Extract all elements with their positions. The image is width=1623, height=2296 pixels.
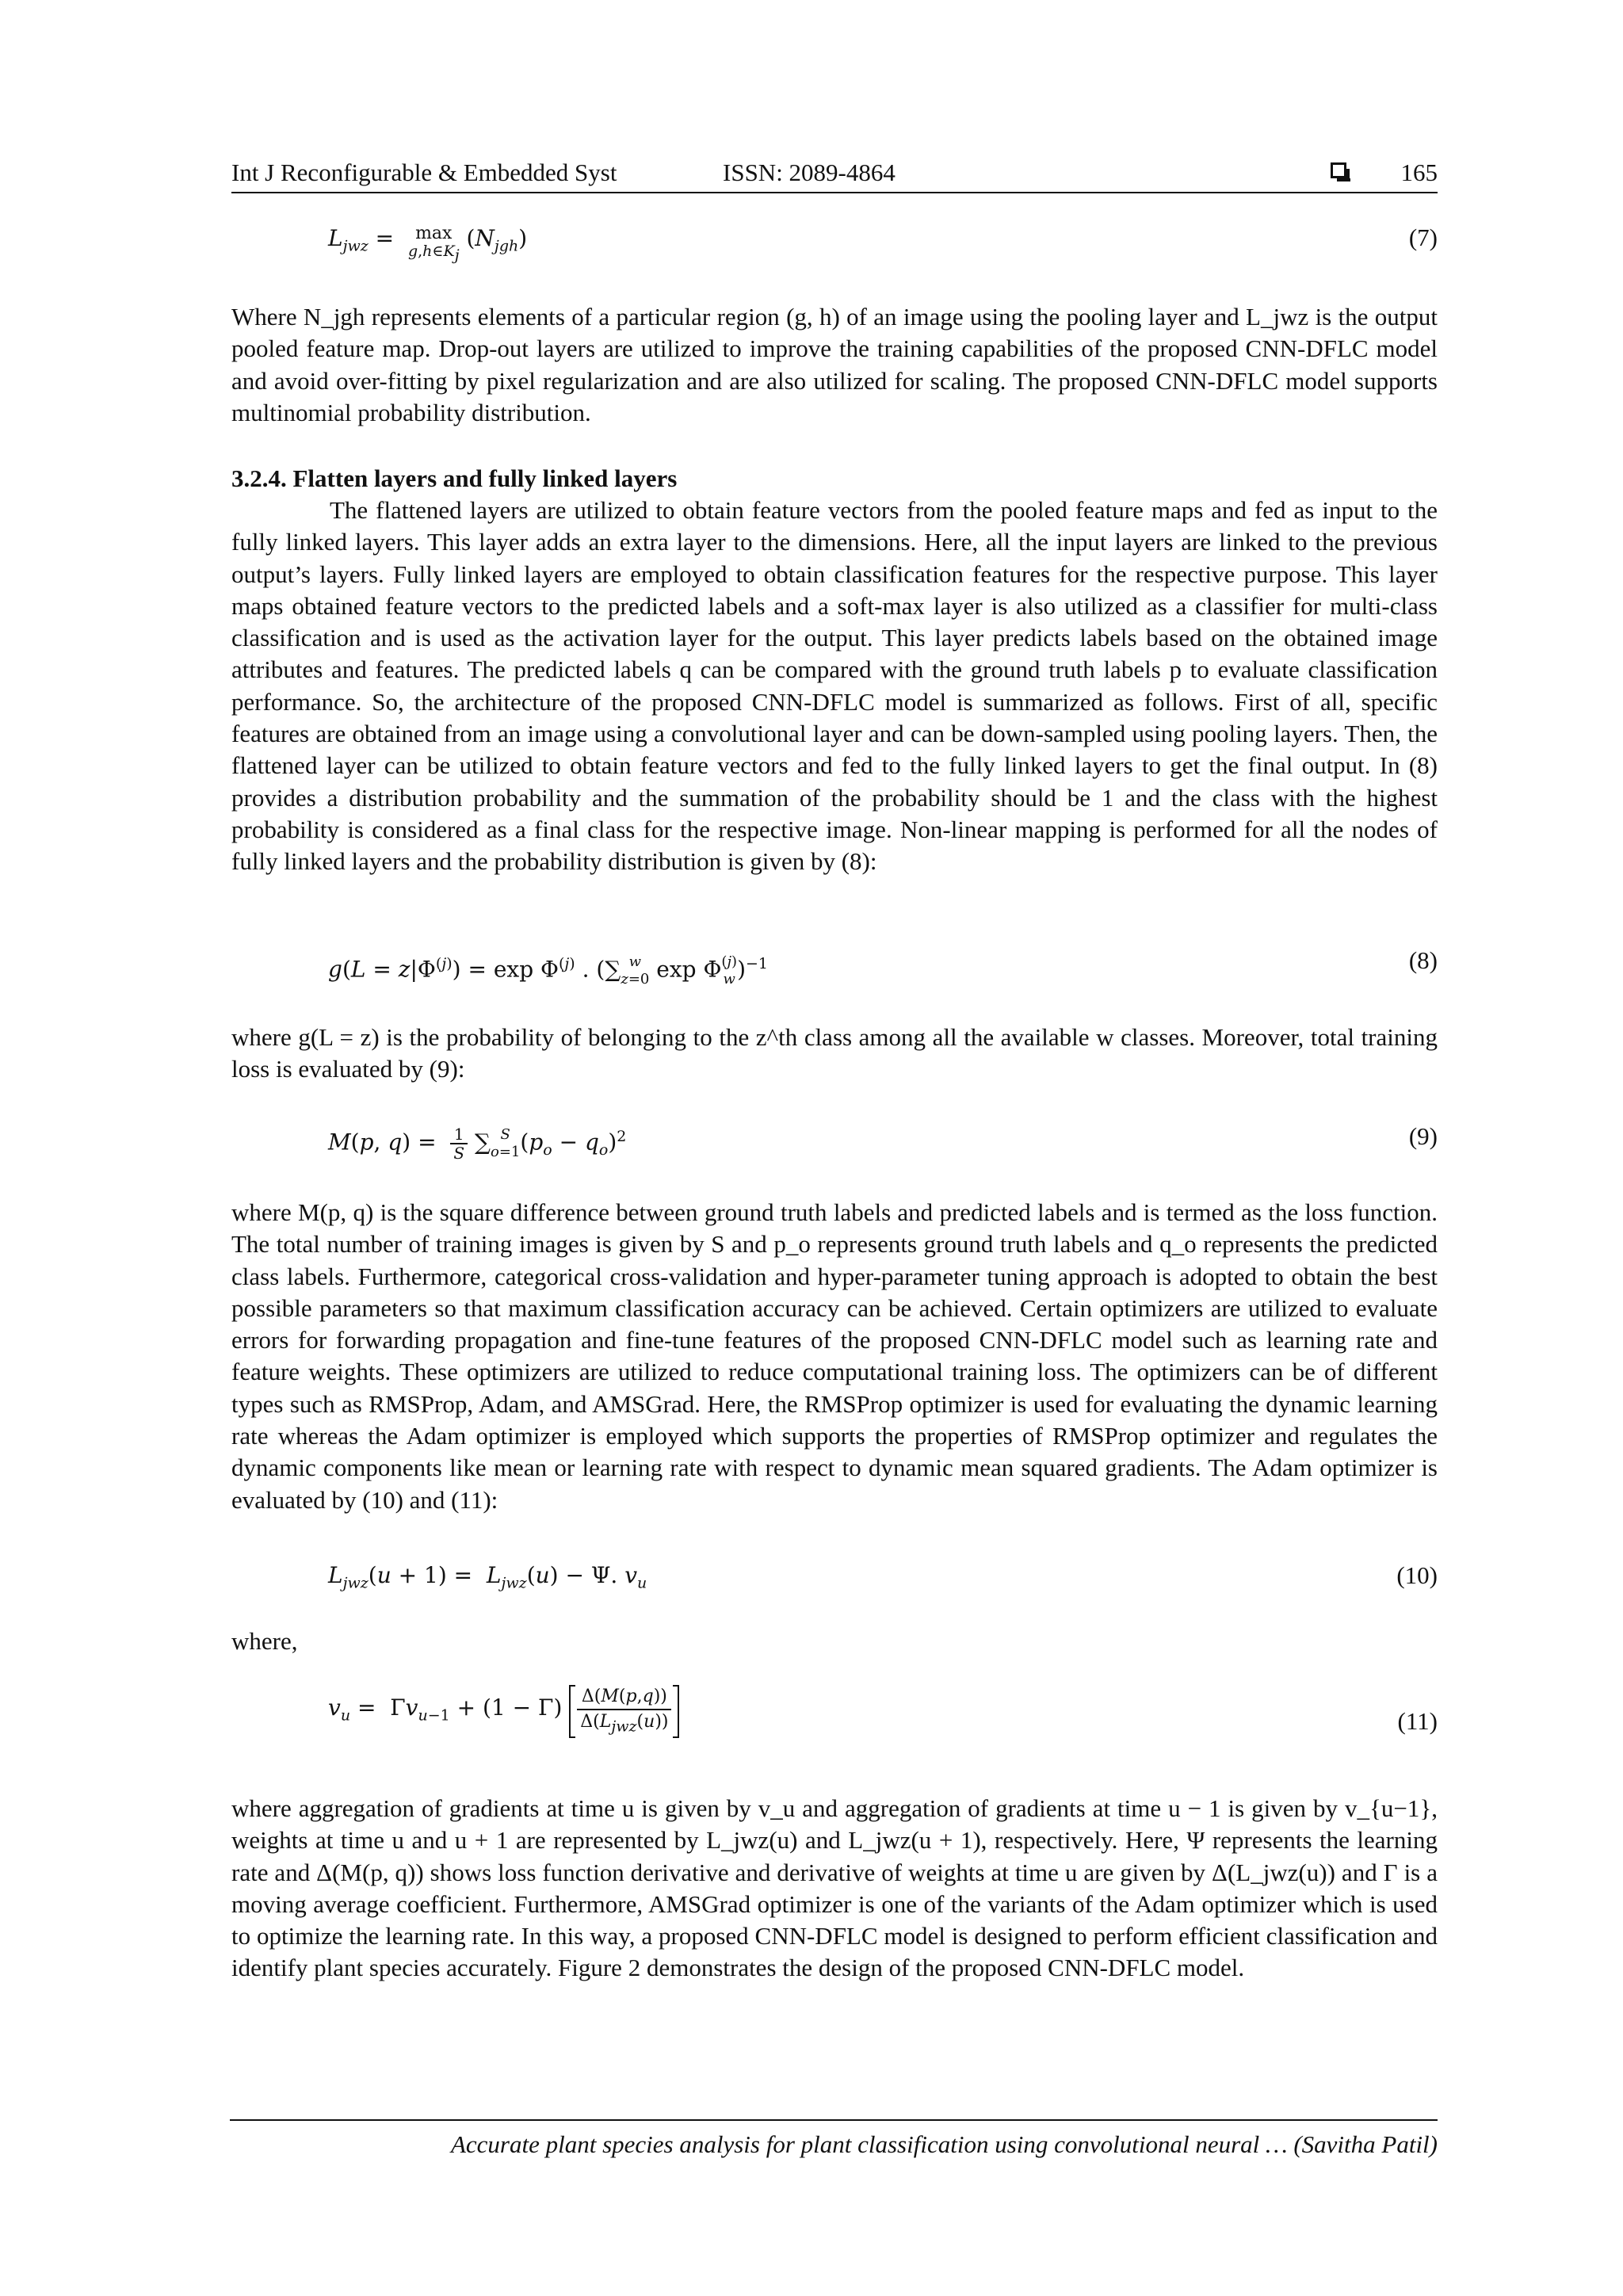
page-header — [231, 155, 1438, 190]
equation-10-body: $L_{jwz}(u + 1) = L_{jwz}(u) - \Psi$. $v_u$ — [328, 1562, 647, 1592]
equation-7-body: $L_{jwz} = \max$ $g,h\in K_j$ $(N_{jgh})$ — [328, 223, 528, 264]
equation-9-number: (9) — [1408, 1122, 1438, 1150]
header-rule — [231, 192, 1438, 193]
equation-9 — [231, 1119, 1438, 1167]
where-label: where, — [231, 1627, 298, 1655]
equation-9-body: M(p, q) = $\frac{1}{S}$ ∑ S $o=1(p_o - q_o)^2$ — [328, 1124, 627, 1163]
running-footer: Accurate plant species analysis for plant classification using convolutional neural … (Savitha Patil) — [450, 2130, 1438, 2158]
equation-11-number: (11) — [1397, 1707, 1438, 1735]
square-icon — [1331, 162, 1346, 178]
paragraph-pooling: Where N_jgh represents elements of a particular region (g, h) of an image using the pooling layer and L_jwz is the output pooled feature map. Drop-out layers are utilized to improve the training capabilities of the proposed CNN-DFLC model and avoid over-fitting by pixel regularization and are also utilized for scaling. The proposed CNN-DFLC model supports multinomial probability distribution. — [231, 303, 1438, 426]
equation-10 — [231, 1558, 1438, 1598]
section-heading: 3.2.4. Flatten layers and fully linked layers — [231, 464, 678, 492]
paragraph-loss-optimizers: where M(p, q) is the square difference between ground truth labels and predicted labels and is termed as the loss function. The total number of training images is given by S and p_o represents ground truth labels and q_o represents the predicted class labels. Furthermore, categorical cross-validation and hyper-parameter tuning approach is adopted to obtain the best possible parameters so that maximum classification accuracy can be achieved. Certain optimizers are utilized to evaluate errors for forwarding propagation and fine-tune features of the proposed CNN-DFLC model such as learning rate and feature weights. These optimizers are utilized to reduce computational training loss. The optimizers can be of different types such as RMSProp, Adam, and AMSGrad. Here, the RMSProp optimizer is used for evaluating the dynamic learning rate whereas the Adam optimizer is employed which supports the properties of RMSProp optimizer and regulates the dynamic components like mean or learning rate with respect to dynamic mean squared gradients. The Adam optimizer is evaluated by (10) and (11): — [231, 1198, 1438, 1514]
page-number: 165 — [1400, 159, 1438, 186]
equation-7 — [231, 220, 1438, 276]
paragraph-probability: where g(L = z) is the probability of belonging to the z^th class among all the available w classes. Moreover, total training loss is evaluated by (9): — [231, 1023, 1438, 1083]
equation-8-body: $g(L = z|\Phi^{(j)}) = \exp \Phi^{(j)}$ . (∑ w z=0 exp Φ(j) w)$^{-1}$ — [328, 953, 769, 988]
equation-10-number: (10) — [1396, 1561, 1438, 1589]
paragraph-adam: where aggregation of gradients at time u is given by v_u and aggregation of gradients at time u − 1 is given by v_{u−1}, weights at time u and u + 1 are represented by L_jwz(u) and L_jwz(u + 1), respectively. Here, Ψ represents the learning rate and Δ(M(p, q)) shows loss function derivative and derivative of weights at time u are given by Δ(L_jwz(u)) and Γ is a moving average coefficient. Furthermore, AMSGrad optimizer is one of the variants of the Adam optimizer which is used to optimize the learning rate. In this way, a proposed CNN-DFLC model is designed to perform efficient classification and identify plant species accurately. Figure 2 demonstrates the design of the proposed CNN-DFLC model. — [231, 1794, 1438, 1982]
equation-11-body: $v_u = \Gamma v_{u-1} + (1 - \Gamma)$ $\frac{\Delta(M(p,q))}{\Delta(L_{jwz}(u))}$ — [328, 1685, 679, 1738]
footer-rule — [230, 2119, 1438, 2121]
journal-name: Int J Reconfigurable & Embedded Syst — [231, 159, 617, 186]
equation-7-number: (7) — [1408, 223, 1438, 251]
equation-8 — [231, 943, 1438, 991]
equation-8-number: (8) — [1408, 946, 1438, 974]
paragraph-flatten: The flattened layers are utilized to obtain feature vectors from the pooled feature maps and fed as input to the fully linked layers. This layer adds an extra layer to the dimensions. Here, all the input layers are linked to the previous output’s layers. Fully linked layers are employed to obtain classification features for the respective purpose. This layer maps obtained feature vectors to the predicted labels and a soft-max layer is also utilized as a classifier for multi-class classification and is used as the activation layer for the output. This layer predicts labels based on the obtained image attributes and features. The predicted labels q can be compared with the ground truth labels p to evaluate classification performance. So, the architecture of the proposed CNN-DFLC model is summarized as follows. First of all, specific features are obtained from an image using a convolutional layer and can be down-sampled using pooling layers. Then, the flattened layer can be utilized to obtain feature vectors and fed to the fully linked layers to get the final output. In (8) provides a distribution probability and the summation of the probability should be 1 and the class with the highest probability is considered as a final class for the respective image. Non-linear mapping is performed for all the nodes of fully linked layers and the probability distribution is given by (8): — [231, 496, 1438, 876]
equation-11 — [231, 1682, 1438, 1758]
issn: ISSN: 2089-4864 — [723, 159, 896, 186]
